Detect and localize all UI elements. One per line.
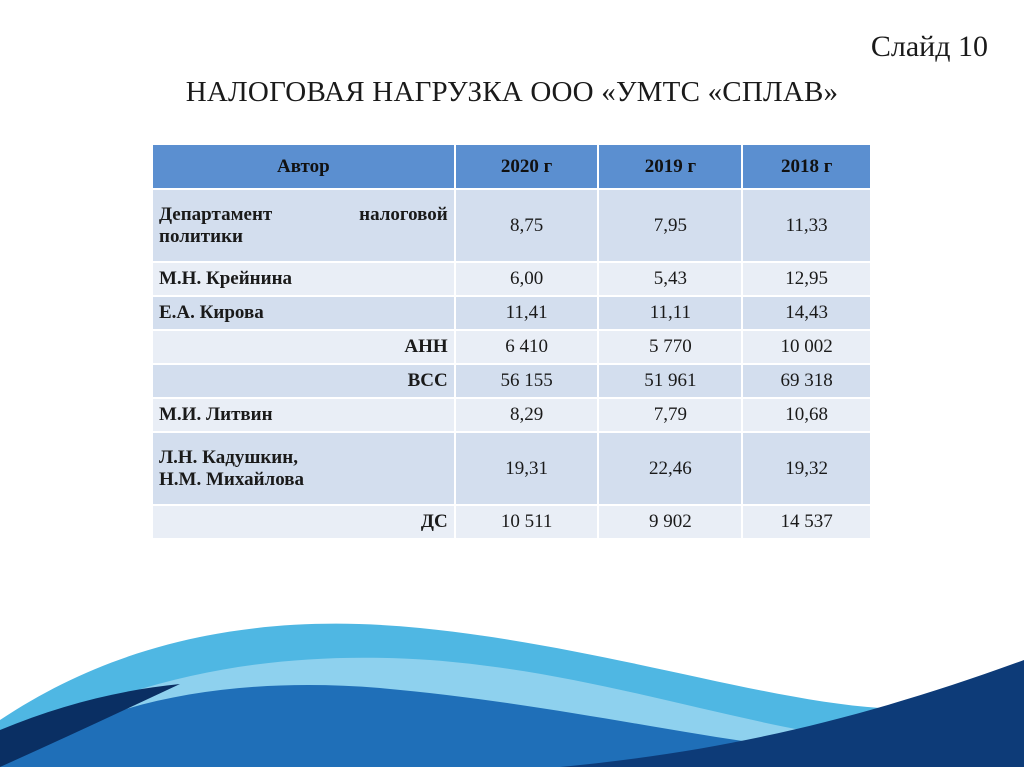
value-2019: 5,43 bbox=[599, 263, 741, 295]
value-2018: 12,95 bbox=[743, 263, 870, 295]
value-2020: 6,00 bbox=[456, 263, 598, 295]
author-cell: М.И. Литвин bbox=[153, 399, 454, 431]
value-2019: 11,11 bbox=[599, 297, 741, 329]
value-2018: 19,32 bbox=[743, 433, 870, 504]
author-text: политики bbox=[159, 225, 243, 247]
author-text: налоговой bbox=[359, 203, 448, 225]
value-2019: 51 961 bbox=[599, 365, 741, 397]
value-2020: 8,75 bbox=[456, 190, 598, 261]
value-2018: 10 002 bbox=[743, 331, 870, 363]
value-2019: 5 770 bbox=[599, 331, 741, 363]
author-cell: АНН bbox=[153, 331, 454, 363]
value-2018: 11,33 bbox=[743, 190, 870, 261]
header-2020: 2020 г bbox=[456, 145, 598, 188]
value-2020: 6 410 bbox=[456, 331, 598, 363]
value-2020: 11,41 bbox=[456, 297, 598, 329]
value-2019: 7,95 bbox=[599, 190, 741, 261]
author-cell: М.Н. Крейнина bbox=[153, 263, 454, 295]
author-text: Л.Н. Кадушкин, bbox=[159, 446, 298, 468]
author-cell: Е.А. Кирова bbox=[153, 297, 454, 329]
slide-title: НАЛОГОВАЯ НАГРУЗКА ООО «УМТС «СПЛАВ» bbox=[185, 76, 839, 108]
header-2018: 2018 г bbox=[743, 145, 870, 188]
value-2019: 7,79 bbox=[599, 399, 741, 431]
value-2020: 56 155 bbox=[456, 365, 598, 397]
author-cell: ДС bbox=[153, 506, 454, 538]
author-cell: ВСС bbox=[153, 365, 454, 397]
header-author: Автор bbox=[153, 145, 454, 188]
value-2019: 9 902 bbox=[599, 506, 741, 538]
value-2020: 8,29 bbox=[456, 399, 598, 431]
value-2018: 10,68 bbox=[743, 399, 870, 431]
author-text: Департамент bbox=[159, 203, 273, 225]
value-2018: 14 537 bbox=[743, 506, 870, 538]
value-2020: 10 511 bbox=[456, 506, 598, 538]
slide-number: Слайд 10 bbox=[870, 30, 988, 63]
value-2018: 14,43 bbox=[743, 297, 870, 329]
header-2019: 2019 г bbox=[599, 145, 741, 188]
value-2019: 22,46 bbox=[599, 433, 741, 504]
value-2020: 19,31 bbox=[456, 433, 598, 504]
value-2018: 69 318 bbox=[743, 365, 870, 397]
author-text: Н.М. Михайлова bbox=[159, 468, 304, 490]
